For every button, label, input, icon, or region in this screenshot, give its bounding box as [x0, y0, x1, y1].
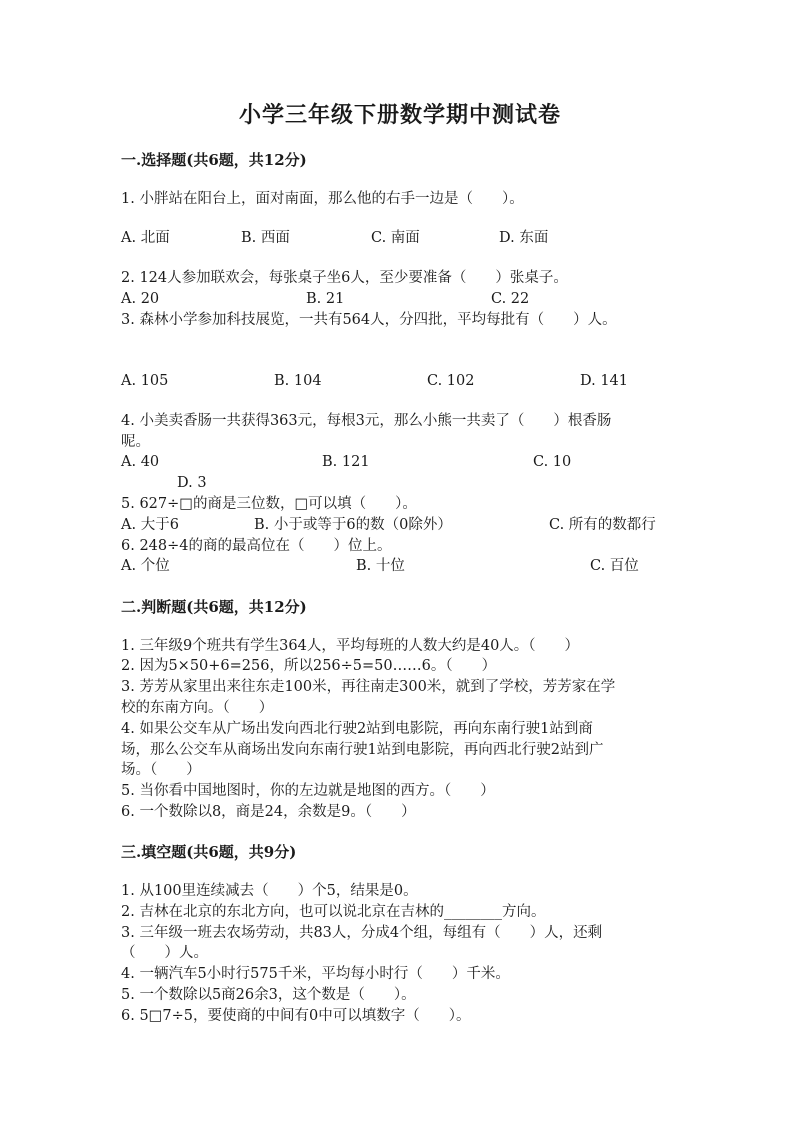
section-heading-choice: 一.选择题(共6题，共12分) [121, 151, 307, 169]
option-b: B. 十位 [356, 558, 405, 574]
question-text: 4. 如果公交车从广场出发向西北行驶2站到电影院，再向东南行驶1站到商 [121, 721, 593, 737]
option-b: B. 104 [274, 373, 322, 389]
option-b: B. 小于或等于6的数（0除外） [254, 517, 452, 533]
option-a: A. 20 [121, 291, 160, 307]
option-c: C. 所有的数都行 [549, 517, 656, 533]
question-text: 6. 248÷4的商的最高位在（ ）位上。 [121, 538, 392, 554]
question-text: 4. 小美卖香肠一共获得363元，每根3元，那么小熊一共卖了（ ）根香肠 [121, 413, 612, 429]
option-d: D. 东面 [499, 230, 549, 246]
question-text-continued: 校的东南方向。（ ） [121, 700, 274, 716]
option-d: D. 141 [580, 373, 629, 389]
question-text: 5. 当你看中国地图时，你的左边就是地图的西方。（ ） [121, 783, 495, 799]
question-text: 6. 一个数除以8，商是24，余数是9。（ ） [121, 804, 416, 820]
option-a: A. 大于6 [121, 517, 179, 533]
question-text-continued: 呢。 [121, 434, 150, 450]
option-c: C. 百位 [590, 558, 639, 574]
question-text: 5. 627÷□的商是三位数，□可以填（ ）。 [121, 496, 417, 512]
option-a: A. 个位 [121, 558, 170, 574]
section-heading-judgment: 二.判断题(共6题，共12分) [121, 598, 307, 616]
option-b: B. 西面 [241, 230, 290, 246]
question-text: 5. 一个数除以5商26余3，这个数是（ ）。 [121, 987, 416, 1003]
question-text: 1. 从100里连续减去（ ）个5，结果是0。 [121, 883, 418, 899]
question-text: 6. 5□7÷5，要使商的中间有0中可以填数字（ ）。 [121, 1008, 471, 1024]
question-text: 2. 吉林在北京的东北方向，也可以说北京在吉林的________方向。 [121, 904, 546, 920]
option-c: C. 南面 [371, 230, 420, 246]
option-c: C. 22 [491, 291, 530, 307]
question-text-continued: 场。（ ） [121, 762, 201, 778]
option-a: A. 北面 [121, 230, 170, 246]
question-text: 2. 因为5×50+6=256，所以256÷5=50……6。（ ） [121, 658, 497, 674]
question-text: 1. 三年级9个班共有学生364人，平均每班的人数大约是40人。（ ） [121, 638, 580, 654]
question-text-continued: （ ）人。 [121, 945, 208, 961]
question-text: 1. 小胖站在阳台上，面对南面，那么他的右手一边是（ ）。 [121, 191, 524, 207]
option-d: D. 3 [177, 475, 207, 491]
section-heading-fill-blank: 三.填空题(共6题，共9分) [121, 843, 297, 861]
question-text-continued: 场，那么公交车从商场出发向东南行驶1站到电影院，再向西北行驶2站到广 [121, 742, 604, 758]
question-text: 3. 芳芳从家里出来往东走100米，再往南走300米，就到了学校，芳芳家在学 [121, 679, 616, 695]
option-c: C. 10 [533, 454, 572, 470]
option-a: A. 105 [121, 373, 169, 389]
option-c: C. 102 [427, 373, 475, 389]
option-b: B. 121 [322, 454, 370, 470]
page-title: 小学三年级下册数学期中测试卷 [238, 102, 561, 128]
option-a: A. 40 [121, 454, 160, 470]
question-text: 2. 124人参加联欢会，每张桌子坐6人，至少要准备（ ）张桌子。 [121, 270, 568, 286]
question-text: 3. 森林小学参加科技展览，一共有564人，分四批，平均每批有（ ）人。 [121, 312, 617, 328]
question-text: 3. 三年级一班去农场劳动，共83人，分成4个组，每组有（ ）人，还剩 [121, 925, 603, 941]
option-b: B. 21 [306, 291, 345, 307]
question-text: 4. 一辆汽车5小时行575千米，平均每小时行（ ）千米。 [121, 966, 510, 982]
